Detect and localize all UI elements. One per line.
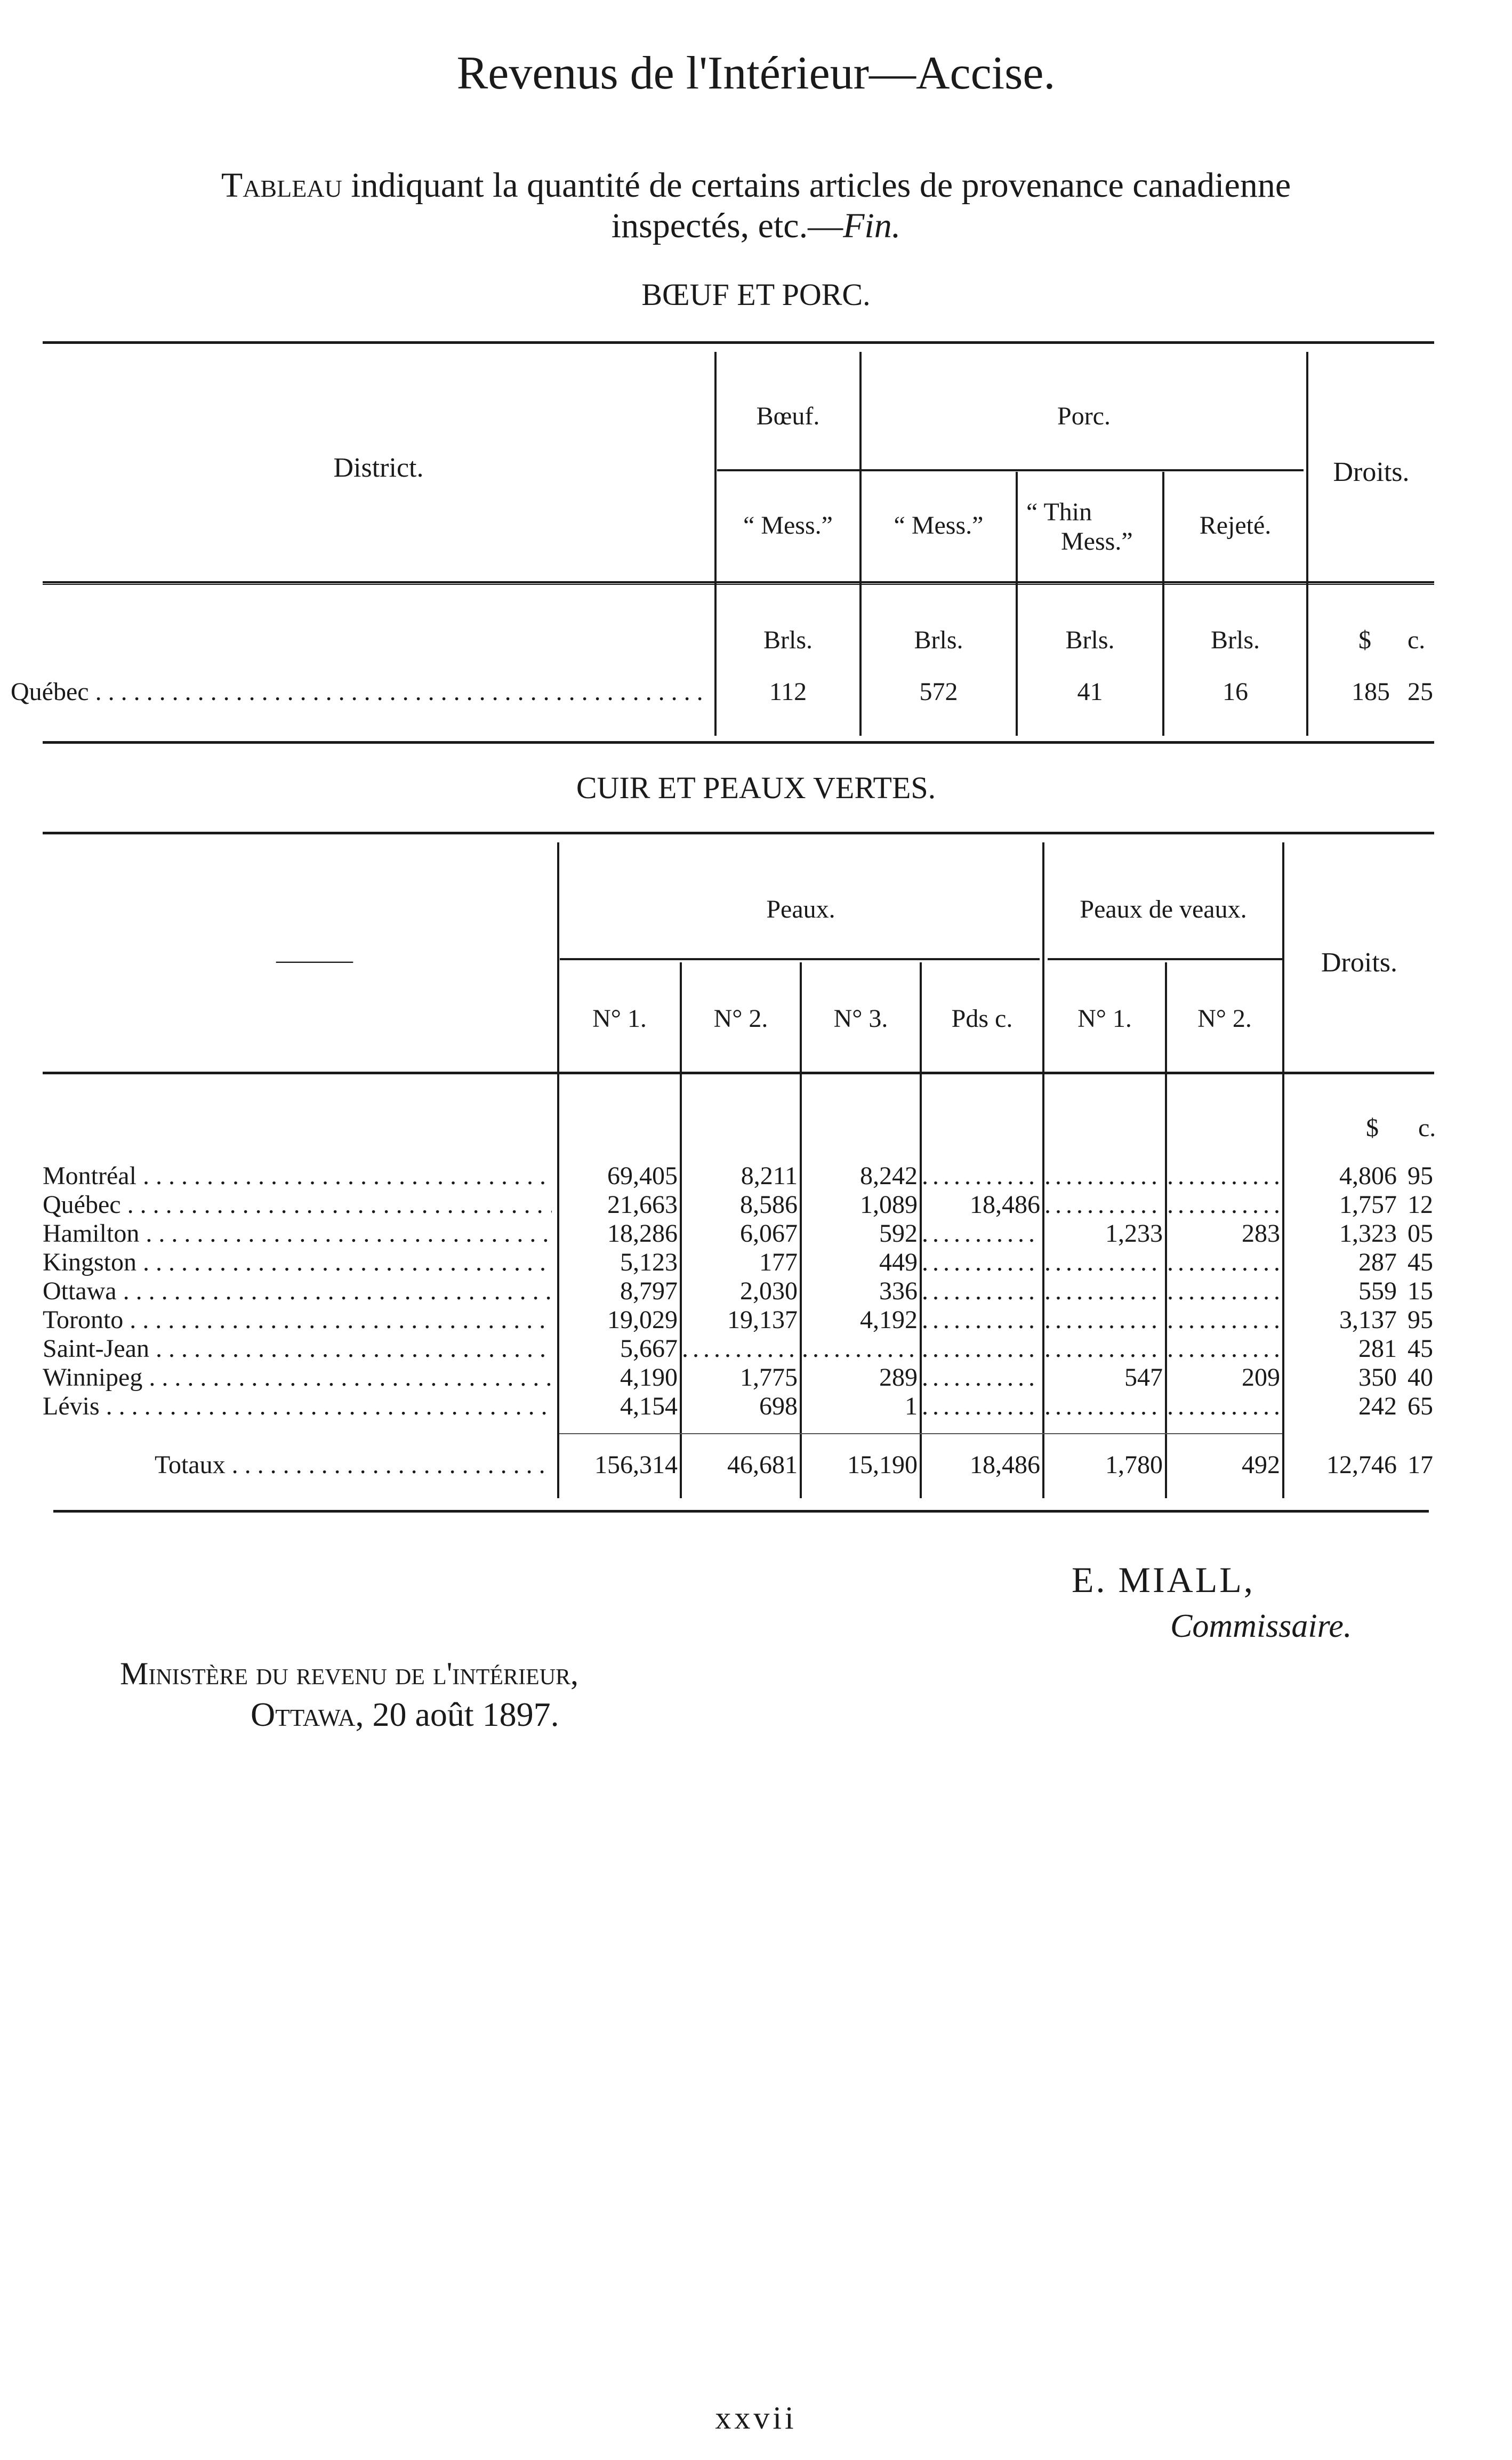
cell-rejete: 16 (1223, 678, 1248, 706)
total-cents: 17 (1408, 1451, 1433, 1479)
stub-dash: ——— (276, 946, 353, 974)
cell-pds-empty (922, 1393, 1040, 1420)
cell-droits-cents: 25 (1408, 678, 1433, 706)
unit-brls: Brls. (1210, 626, 1260, 654)
cell-pds-empty (922, 1249, 1040, 1276)
sub-rejete: Rejeté. (1199, 511, 1272, 540)
cell-p1: 8,797 (620, 1277, 678, 1305)
row-district: Lévis . . . (43, 1393, 552, 1420)
cell-thin-mess: 41 (1077, 678, 1103, 706)
cell-droits-cents: 40 (1408, 1363, 1433, 1392)
cell-v1: 1,233 (1105, 1219, 1163, 1248)
sub-veaux-no1: N° 1. (1077, 1004, 1132, 1033)
cell-droits-cents: 05 (1408, 1219, 1433, 1248)
unit-brls: Brls. (763, 626, 813, 654)
cell-p3: 4,192 (860, 1306, 918, 1334)
cell-droits-dollars: 242 (1358, 1392, 1397, 1420)
cell-p2: 19,137 (727, 1306, 798, 1334)
cell-v2-empty (1167, 1277, 1280, 1305)
cell-p3-empty (802, 1335, 918, 1363)
cell-p2: 698 (759, 1392, 798, 1420)
sub-pds: Pds c. (951, 1004, 1013, 1033)
row-district: Québec . . . (11, 678, 709, 706)
cell-v1: 547 (1124, 1363, 1163, 1392)
row-district: Winnipeg . . . (43, 1364, 552, 1392)
cell-p1: 19,029 (607, 1306, 678, 1334)
cell-v2-empty (1167, 1249, 1280, 1276)
cell-v1-empty (1044, 1393, 1163, 1420)
cell-pds-empty (922, 1364, 1040, 1392)
unit-cents: c. (1418, 1114, 1436, 1142)
cell-p3: 1 (905, 1392, 918, 1420)
cell-p3: 449 (879, 1248, 918, 1276)
cell-v2: 283 (1242, 1219, 1280, 1248)
cell-pds-empty (922, 1220, 1040, 1248)
cell-p2: 6,067 (740, 1219, 798, 1248)
totals-label: Totaux . . . (155, 1451, 552, 1479)
col-district: District. (333, 453, 424, 483)
cell-pds-empty (922, 1277, 1040, 1305)
sub-veaux-no2: N° 2. (1197, 1004, 1252, 1033)
col-peaux: Peaux. (766, 895, 835, 923)
caption-lead-word: Tableau (221, 166, 342, 205)
col-peaux-de-veaux: Peaux de veaux. (1080, 895, 1247, 923)
cell-p3: 1,089 (860, 1191, 918, 1219)
cell-pds: 18,486 (970, 1191, 1040, 1219)
page-title: Revenus de l'Intérieur—Accise. (456, 47, 1056, 99)
cell-p1: 5,667 (620, 1334, 678, 1363)
signature-role: Commissaire. (1170, 1608, 1352, 1644)
col-droits: Droits. (1333, 457, 1410, 487)
cell-v2-empty (1167, 1335, 1280, 1363)
cell-droits-dollars: 4,806 (1339, 1162, 1397, 1190)
cell-droits-cents: 45 (1408, 1334, 1433, 1363)
cell-droits-cents: 95 (1408, 1306, 1433, 1334)
cell-v2-empty (1167, 1306, 1280, 1334)
cell-pds-empty (922, 1162, 1040, 1190)
total-v1: 1,780 (1105, 1451, 1163, 1479)
cell-v1-empty (1044, 1191, 1163, 1219)
cell-v1-empty (1044, 1249, 1163, 1276)
row-district: Montréal . . . (43, 1162, 552, 1190)
total-v2: 492 (1242, 1451, 1280, 1479)
cell-porc-mess: 572 (919, 678, 958, 706)
cell-p3: 289 (879, 1363, 918, 1392)
cell-v2-empty (1167, 1162, 1280, 1190)
cell-droits-cents: 95 (1408, 1162, 1433, 1190)
unit-brls: Brls. (1065, 626, 1115, 654)
signature-name: E. MIALL, (1072, 1559, 1255, 1600)
cell-p2: 8,211 (741, 1162, 798, 1190)
col-boeuf: Bœuf. (756, 402, 820, 430)
sub-no3: N° 3. (833, 1004, 888, 1033)
cell-droits-cents: 65 (1408, 1392, 1433, 1420)
cell-droits-dollars: 559 (1358, 1277, 1397, 1305)
cell-v1-empty (1044, 1162, 1163, 1190)
total-p3: 15,190 (847, 1451, 918, 1479)
page-number: xxvii (715, 2400, 797, 2435)
cell-droits-dollars: 281 (1358, 1334, 1397, 1363)
total-p1: 156,314 (594, 1451, 678, 1479)
cell-boeuf-mess: 112 (769, 678, 807, 706)
cell-droits-dollars: 3,137 (1339, 1306, 1397, 1334)
total-pds: 18,486 (970, 1451, 1040, 1479)
cell-p1: 21,663 (607, 1191, 678, 1219)
cell-p1: 4,190 (620, 1363, 678, 1392)
row-district: Saint-Jean . . . (43, 1335, 552, 1363)
cell-v1-empty (1044, 1306, 1163, 1334)
unit-cents: c. (1408, 626, 1426, 654)
cell-pds-empty (922, 1306, 1040, 1334)
row-district: Hamilton . . . (43, 1220, 552, 1248)
cell-droits-dollars: 287 (1358, 1248, 1397, 1276)
cell-p2: 8,586 (740, 1191, 798, 1219)
unit-dollar: $ (1358, 626, 1371, 654)
cell-droits-dollars: 1,323 (1339, 1219, 1397, 1248)
cell-p2-empty (682, 1335, 798, 1363)
cell-p3: 8,242 (860, 1162, 918, 1190)
sub-boeuf-mess: “ Mess.” (743, 511, 833, 540)
cell-droits-dollars: 1,757 (1339, 1191, 1397, 1219)
table-caption (80, 165, 1432, 246)
col-porc: Porc. (1057, 402, 1111, 430)
footer-date: , 20 août 1897. (355, 1695, 559, 1733)
cell-droits-cents: 15 (1408, 1277, 1433, 1305)
section-heading-boeuf-porc: BŒUF ET PORC. (641, 277, 871, 312)
sub-thin-mess-1: “ Thin (1026, 498, 1092, 526)
cell-p1: 18,286 (607, 1219, 678, 1248)
caption-line-1: indiquant la quantité de certains articles de provenance canadienne (342, 166, 1291, 205)
cell-p1: 4,154 (620, 1392, 678, 1420)
cell-v1-empty (1044, 1335, 1163, 1363)
cell-droits-dollars: 350 (1358, 1363, 1397, 1392)
cell-p2: 2,030 (740, 1277, 798, 1305)
cell-p3: 336 (879, 1277, 918, 1305)
cell-pds-empty (922, 1335, 1040, 1363)
unit-brls: Brls. (914, 626, 963, 654)
row-district: Kingston . . . (43, 1249, 552, 1276)
sub-no2: N° 2. (713, 1004, 768, 1033)
row-district: Toronto . . . (43, 1306, 552, 1334)
total-droits: 12,746 (1326, 1451, 1397, 1479)
cell-droits-dollars: 185 (1352, 678, 1390, 706)
sub-thin-mess-2: Mess.” (1061, 527, 1133, 556)
caption-fin: Fin. (843, 206, 901, 245)
cell-v2-empty (1167, 1191, 1280, 1219)
cell-v2-empty (1167, 1393, 1280, 1420)
cell-v1-empty (1044, 1277, 1163, 1305)
cell-droits-cents: 45 (1408, 1248, 1433, 1276)
row-district: Ottawa . . . (43, 1277, 552, 1305)
total-p2: 46,681 (727, 1451, 798, 1479)
sub-no1: N° 1. (592, 1004, 647, 1033)
cell-p1: 5,123 (620, 1248, 678, 1276)
footer-department: Ministère du revenu de l'intérieur, (120, 1656, 579, 1691)
row-district: Québec . . . (43, 1191, 552, 1219)
section-heading-cuir: CUIR ET PEAUX VERTES. (576, 770, 936, 805)
footer-place: Ottawa (251, 1695, 356, 1733)
sub-porc-mess: “ Mess.” (894, 511, 984, 540)
cell-v2: 209 (1242, 1363, 1280, 1392)
cell-p3: 592 (879, 1219, 918, 1248)
unit-dollar: $ (1366, 1114, 1379, 1142)
cell-p1: 69,405 (607, 1162, 678, 1190)
cell-p2: 177 (759, 1248, 798, 1276)
cell-droits-cents: 12 (1408, 1191, 1433, 1219)
footer-place-date (251, 1695, 559, 1734)
caption-line-2: inspectés, etc.— (611, 206, 843, 245)
col-droits: Droits. (1321, 947, 1397, 978)
cell-p2: 1,775 (740, 1363, 798, 1392)
